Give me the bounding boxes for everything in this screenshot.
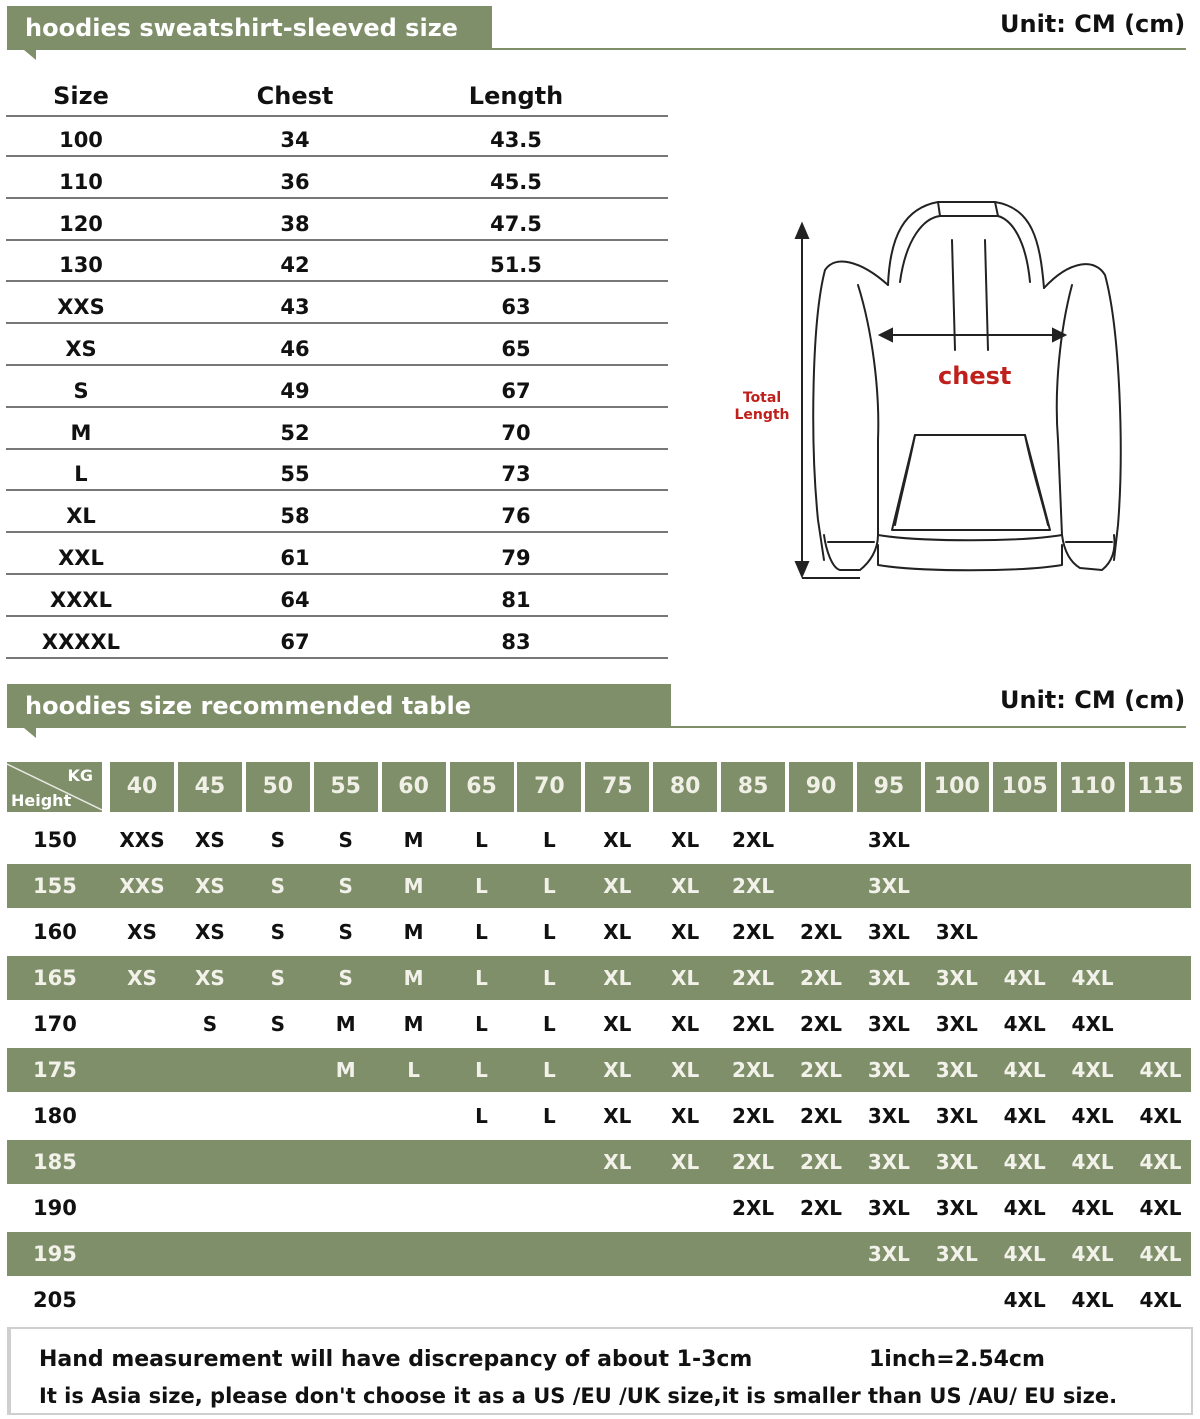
kg-column-header: 65 (450, 762, 514, 812)
table-corner-header (7, 762, 102, 812)
size-recommendation-cell: 3XL (867, 874, 910, 898)
size-recommendation-cell: XS (194, 874, 225, 898)
size-recommendation-cell: 4XL (1003, 966, 1046, 990)
size-recommendation-cell: 3XL (867, 1012, 910, 1036)
size-recommendation-cell: 3XL (935, 920, 978, 944)
size-table-length-cell: 43.5 (490, 128, 542, 152)
size-recommendation-cell: 4XL (1139, 1242, 1182, 1266)
size-recommendation-cell: L (475, 1012, 488, 1036)
banner-tab (24, 728, 36, 738)
height-cell: 160 (33, 920, 77, 944)
kg-column-header: 80 (653, 762, 717, 812)
inch-conversion-note: 1inch=2.54cm (869, 1347, 1045, 1372)
size-table-header-chest: Chest (256, 82, 334, 110)
total-length-label (728, 390, 796, 424)
size-table-rule (6, 155, 668, 157)
size-recommendation-cell: L (543, 1012, 556, 1036)
size-table-chest-cell: 38 (280, 211, 310, 236)
size-recommendation-cell: 3XL (935, 1012, 978, 1036)
size-table-chest-cell: 58 (280, 504, 310, 529)
size-recommendation-cell: 4XL (1003, 1242, 1046, 1266)
size-table-size-cell: 110 (59, 169, 103, 194)
size-recommendation-cell: L (543, 828, 556, 852)
recommended-table-title: hoodies size recommended table (7, 684, 671, 728)
size-recommendation-cell: XS (127, 920, 157, 944)
chest-label: chest (938, 362, 1012, 390)
size-table-size-cell: 130 (59, 253, 103, 278)
size-recommendation-cell: S (202, 1012, 218, 1036)
kg-column-header: 45 (178, 762, 242, 812)
size-recommendation-cell: 2XL (732, 1058, 775, 1082)
size-table-size-cell: 100 (59, 128, 103, 152)
size-table-length-cell: 45.5 (490, 169, 542, 194)
size-recommendation-cell: XL (603, 920, 632, 944)
table-row (7, 1186, 1191, 1230)
kg-column-header: 75 (585, 762, 649, 812)
size-table-rule (6, 406, 668, 408)
size-recommendation-cell: M (403, 1012, 424, 1036)
size-recommendation-cell: 3XL (935, 1196, 978, 1220)
size-table-length-cell: 51.5 (490, 253, 542, 278)
size-recommendation-cell: 2XL (799, 1058, 843, 1082)
size-recommendation-cell: 2XL (732, 966, 775, 990)
size-recommendation-cell: 2XL (732, 1104, 775, 1128)
size-recommendation-cell: 4XL (1003, 1196, 1046, 1220)
size-recommendation-cell: XS (194, 966, 225, 990)
size-recommendation-cell: 3XL (867, 828, 910, 852)
height-cell: 185 (33, 1150, 77, 1174)
size-recommendation-cell: 3XL (867, 1150, 910, 1174)
table-row (7, 1140, 1191, 1184)
height-cell: 175 (33, 1058, 77, 1082)
size-recommendation-cell: 4XL (1139, 1150, 1182, 1174)
size-recommendation-cell: L (475, 874, 488, 898)
size-table-rule (6, 615, 668, 617)
size-recommendation-cell: 4XL (1003, 1058, 1046, 1082)
size-recommendation-cell: 2XL (732, 920, 775, 944)
size-recommendation-cell: 4XL (1071, 1288, 1114, 1312)
size-recommendation-cell: L (475, 1058, 488, 1082)
size-recommendation-cell: XL (671, 1012, 700, 1036)
size-table-header-length: Length (468, 82, 564, 110)
size-recommendation-cell: XL (603, 1104, 632, 1128)
size-table-title: hoodies sweatshirt-sleeved size table (7, 6, 492, 50)
kg-column-header: 85 (721, 762, 785, 812)
size-recommendation-cell: 4XL (1139, 1104, 1182, 1128)
size-table-size-cell: XXXXL (41, 629, 121, 654)
size-recommendation-cell: 3XL (935, 1058, 978, 1082)
size-recommendation-cell: XL (603, 1058, 632, 1082)
size-recommendation-cell: L (543, 920, 556, 944)
size-recommendation-cell: XS (194, 828, 225, 852)
size-recommendation-cell: 2XL (799, 920, 843, 944)
size-table-rule (6, 322, 668, 324)
size-recommendation-cell: 3XL (935, 966, 978, 990)
size-table-chest-cell: 61 (280, 546, 310, 570)
size-recommendation-cell: 3XL (935, 1104, 978, 1128)
measurement-note: Hand measurement will have discrepancy of about 1-3cm (39, 1347, 753, 1372)
height-label: Height (11, 791, 72, 810)
recommended-table-unit: Unit: CM (cm) (1000, 686, 1186, 714)
size-recommendation-cell: 4XL (1071, 1242, 1114, 1266)
size-table-chest-cell: 46 (280, 337, 310, 361)
total-length-line1: Total (742, 390, 782, 406)
size-recommendation-cell: M (403, 828, 424, 852)
size-table-length-cell: 63 (501, 295, 531, 320)
size-table-length-cell: 76 (501, 504, 531, 529)
size-recommendation-cell: XS (127, 966, 157, 990)
size-table-rule (6, 531, 668, 533)
size-recommendation-cell: XL (671, 874, 700, 898)
size-recommendation-cell: L (475, 1104, 488, 1128)
size-recommendation-cell: 3XL (867, 1058, 910, 1082)
size-table-chest-cell: 34 (280, 128, 310, 152)
size-recommendation-cell: S (270, 874, 285, 898)
size-recommendation-cell: XL (603, 1150, 632, 1174)
size-table-size-cell: XXS (57, 295, 105, 320)
size-table-size-cell: L (74, 462, 88, 487)
size-recommendation-cell: 4XL (1071, 1196, 1114, 1220)
size-table-unit: Unit: CM (cm) (1000, 10, 1186, 38)
size-recommendation-cell: XXS (119, 828, 165, 852)
banner-divider (492, 48, 1186, 50)
hoodie-diagram (740, 190, 1160, 590)
size-table-header-size: Size (53, 82, 109, 110)
height-cell: 205 (33, 1288, 77, 1312)
size-table-size-cell: XS (65, 337, 97, 361)
banner-divider (671, 726, 1186, 728)
size-table-length-cell: 67 (501, 378, 531, 403)
kg-column-header: 115 (1129, 762, 1193, 812)
size-table-chest-cell: 55 (280, 462, 310, 487)
size-recommendation-cell: L (543, 1058, 556, 1082)
table-row (7, 910, 1191, 954)
kg-column-header: 110 (1061, 762, 1125, 812)
size-recommendation-cell: 4XL (1003, 1150, 1046, 1174)
size-table-chest-cell: 42 (280, 253, 310, 278)
size-table-chest-cell: 52 (280, 420, 310, 445)
asia-size-note: It is Asia size, please don't choose it as a US /EU /UK size,it is smaller than US /AU/ EU size. (39, 1384, 1118, 1408)
height-cell: 190 (33, 1196, 77, 1220)
size-recommendation-cell: XL (603, 828, 632, 852)
size-recommendation-cell: 4XL (1139, 1058, 1182, 1082)
size-recommendation-cell: 4XL (1139, 1196, 1182, 1220)
size-table-length-cell: 81 (501, 587, 531, 612)
size-recommendation-cell: 3XL (867, 1242, 910, 1266)
size-recommendation-cell: 2XL (732, 828, 775, 852)
size-recommendation-cell: S (270, 1012, 285, 1036)
size-table-chest-cell: 43 (280, 295, 310, 320)
kg-column-header: 95 (857, 762, 921, 812)
table-row (7, 1232, 1191, 1276)
height-cell: 170 (33, 1012, 77, 1036)
size-recommendation-cell: XL (671, 1150, 700, 1174)
kg-column-header: 60 (382, 762, 446, 812)
size-recommendation-cell: 3XL (867, 966, 910, 990)
height-cell: 150 (33, 828, 77, 852)
size-recommendation-cell: 2XL (799, 1196, 843, 1220)
table-row (7, 1278, 1191, 1322)
size-recommendation-cell: XL (603, 1012, 632, 1036)
kg-column-header: 105 (993, 762, 1057, 812)
size-recommendation-cell: M (335, 1012, 356, 1036)
kg-column-header: 100 (925, 762, 989, 812)
size-table-size-cell: XXXL (50, 587, 112, 612)
size-recommendation-cell: 2XL (799, 966, 843, 990)
table-row (7, 818, 1191, 862)
size-recommendation-cell: 3XL (935, 1150, 978, 1174)
size-recommendation-cell: XL (603, 874, 632, 898)
size-recommendation-cell: XL (603, 966, 632, 990)
size-table-chest-cell: 36 (280, 169, 310, 194)
size-recommendation-cell: 4XL (1071, 1012, 1114, 1036)
size-recommendation-cell: S (338, 828, 353, 852)
size-table-length-cell: 65 (501, 337, 531, 361)
size-recommendation-cell: S (338, 874, 353, 898)
size-recommendation-cell: 2XL (799, 1150, 843, 1174)
size-recommendation-cell: 4XL (1071, 966, 1114, 990)
height-cell: 165 (33, 966, 77, 990)
size-recommendation-cell: 2XL (732, 874, 775, 898)
height-cell: 180 (33, 1104, 77, 1128)
size-table-rule (6, 239, 668, 241)
size-table-rule (6, 364, 668, 366)
size-recommendation-cell: 4XL (1071, 1058, 1114, 1082)
size-table-rule (6, 573, 668, 575)
size-recommendation-cell: XL (671, 920, 700, 944)
size-recommendation-cell: 4XL (1071, 1150, 1114, 1174)
size-recommendation-cell: XS (194, 920, 225, 944)
height-cell: 195 (33, 1242, 77, 1266)
size-recommendation-cell: 4XL (1003, 1012, 1046, 1036)
size-recommendation-cell: XL (671, 966, 700, 990)
height-cell: 155 (33, 874, 77, 898)
size-recommendation-cell: 2XL (732, 1012, 775, 1036)
size-recommendation-cell: 3XL (867, 1196, 910, 1220)
size-recommendation-cell: 3XL (935, 1242, 978, 1266)
size-recommendation-cell: XL (671, 828, 700, 852)
size-recommendation-cell: XL (671, 1104, 700, 1128)
size-table-size-cell: 120 (59, 211, 103, 236)
size-recommendation-cell: 3XL (867, 1104, 910, 1128)
banner-tab (24, 50, 36, 60)
size-table-rule (6, 657, 668, 659)
size-table-size-cell: S (73, 378, 89, 403)
size-recommendation-cell: 2XL (732, 1150, 775, 1174)
notes-box (7, 1327, 1193, 1415)
kg-column-header: 90 (789, 762, 853, 812)
kg-label: KG (67, 766, 93, 785)
size-table-rule (6, 280, 668, 282)
size-recommendation-cell: M (335, 1058, 356, 1082)
size-table-size-cell: XL (66, 504, 96, 529)
size-recommendation-cell: L (475, 920, 488, 944)
size-recommendation-cell: XXS (119, 874, 165, 898)
table-row (7, 956, 1191, 1000)
size-recommendation-cell: M (403, 874, 424, 898)
size-recommendation-cell: S (338, 966, 353, 990)
kg-column-header: 40 (110, 762, 174, 812)
size-recommendation-cell: L (407, 1058, 420, 1082)
kg-column-header: 70 (517, 762, 581, 812)
size-table-chest-cell: 64 (280, 587, 310, 612)
total-length-line2: Length (734, 407, 790, 423)
size-recommendation-cell: 4XL (1003, 1288, 1046, 1312)
size-recommendation-cell: L (543, 1104, 556, 1128)
size-recommendation-cell: S (270, 828, 285, 852)
size-table-length-cell: 79 (501, 546, 531, 570)
size-table-length-cell: 47.5 (490, 211, 542, 236)
table-row (7, 864, 1191, 908)
size-recommendation-cell: L (543, 874, 556, 898)
size-table-size-cell: M (70, 420, 92, 445)
size-table-length-cell: 73 (501, 462, 531, 487)
size-recommendation-cell: S (270, 920, 285, 944)
size-recommendation-cell: L (475, 966, 488, 990)
table-row (7, 1002, 1191, 1046)
size-table-length-cell: 83 (501, 629, 531, 654)
size-recommendation-cell: 4XL (1003, 1104, 1046, 1128)
size-table-chest-cell: 67 (280, 629, 310, 654)
table-row (7, 1094, 1191, 1138)
size-table-rule (6, 448, 668, 450)
size-table-size-cell: XXL (58, 546, 104, 570)
size-recommendation-cell: 2XL (799, 1104, 843, 1128)
size-table-rule (6, 489, 668, 491)
size-recommendation-cell: XL (671, 1058, 700, 1082)
table-row (7, 1048, 1191, 1092)
kg-column-header: 55 (314, 762, 378, 812)
size-recommendation-cell: 4XL (1139, 1288, 1182, 1312)
size-recommendation-cell: M (403, 920, 424, 944)
size-table-chest-cell: 49 (280, 378, 310, 403)
size-recommendation-cell: 4XL (1071, 1104, 1114, 1128)
size-recommendation-cell: M (403, 966, 424, 990)
size-table-rule (6, 115, 668, 117)
size-recommendation-cell: 2XL (799, 1012, 843, 1036)
size-table-rule (6, 197, 668, 199)
size-recommendation-cell: S (270, 966, 285, 990)
kg-column-header: 50 (246, 762, 310, 812)
size-recommendation-cell: S (338, 920, 353, 944)
size-recommendation-cell: L (543, 966, 556, 990)
size-recommendation-cell: 3XL (867, 920, 910, 944)
size-recommendation-cell: 2XL (732, 1196, 775, 1220)
size-recommendation-cell: L (475, 828, 488, 852)
size-table-length-cell: 70 (501, 420, 531, 445)
